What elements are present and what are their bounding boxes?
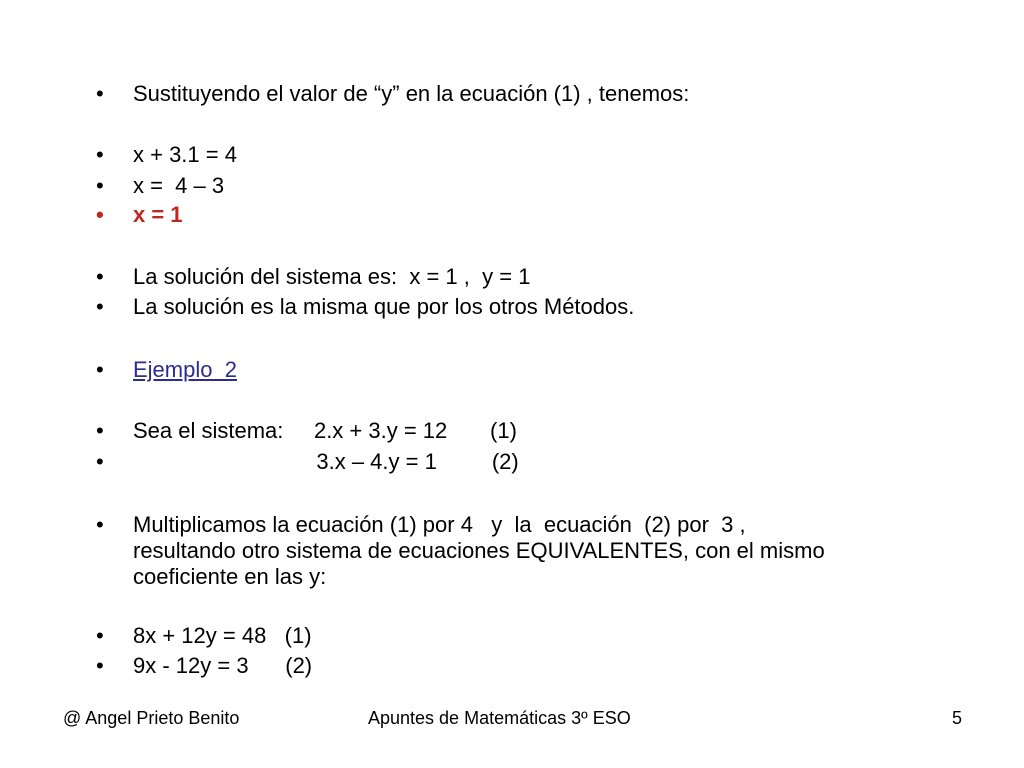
bullet-marker: •: [96, 512, 104, 537]
bullet-text: coeficiente en las y:: [133, 564, 327, 589]
bullet-marker: •: [96, 623, 104, 648]
bullet-item-equiv-eq-2: [0, 652, 1000, 760]
footer-page-number: 5: [952, 708, 963, 728]
bullet-text: 9x - 12y = 3 (2): [133, 653, 313, 678]
bullet-text: Sustituyendo el valor de “y” en la ecuación (1) , tenemos:: [133, 81, 690, 106]
footer-author: @ Angel Prieto Benito: [63, 708, 240, 728]
bullet-text: Sea el sistema: 2.x + 3.y = 12 (1): [133, 418, 517, 443]
bullet-marker: •: [96, 418, 104, 443]
example-link[interactable]: Ejemplo 2: [133, 357, 237, 382]
bullet-marker: •: [96, 449, 104, 474]
bullet-text: 8x + 12y = 48 (1): [133, 623, 312, 648]
bullet-text: La solución es la misma que por los otros Métodos.: [133, 294, 635, 319]
bullet-marker: •: [96, 173, 104, 198]
bullet-marker: •: [96, 653, 104, 678]
bullet-marker: •: [96, 264, 104, 289]
bullet-text: La solución del sistema es: x = 1 , y = 1: [133, 264, 531, 289]
bullet-text: x + 3.1 = 4: [133, 142, 237, 167]
bullet-marker: •: [96, 294, 104, 319]
bullet-marker: •: [96, 202, 104, 227]
bullet-marker: •: [96, 81, 104, 106]
bullet-text: resultando otro sistema de ecuaciones EQUIVALENTES, con el mismo: [133, 538, 825, 563]
bullet-text: x = 1: [133, 202, 183, 227]
footer-course: Apuntes de Matemáticas 3º ESO: [368, 708, 631, 728]
bullet-text: 3.x – 4.y = 1 (2): [133, 449, 519, 474]
bullet-marker: •: [96, 357, 104, 382]
bullet-text: x = 4 – 3: [133, 173, 225, 198]
bullet-marker: •: [96, 142, 104, 167]
bullet-text: Multiplicamos la ecuación (1) por 4 y la ecuación (2) por 3 ,: [133, 512, 746, 537]
